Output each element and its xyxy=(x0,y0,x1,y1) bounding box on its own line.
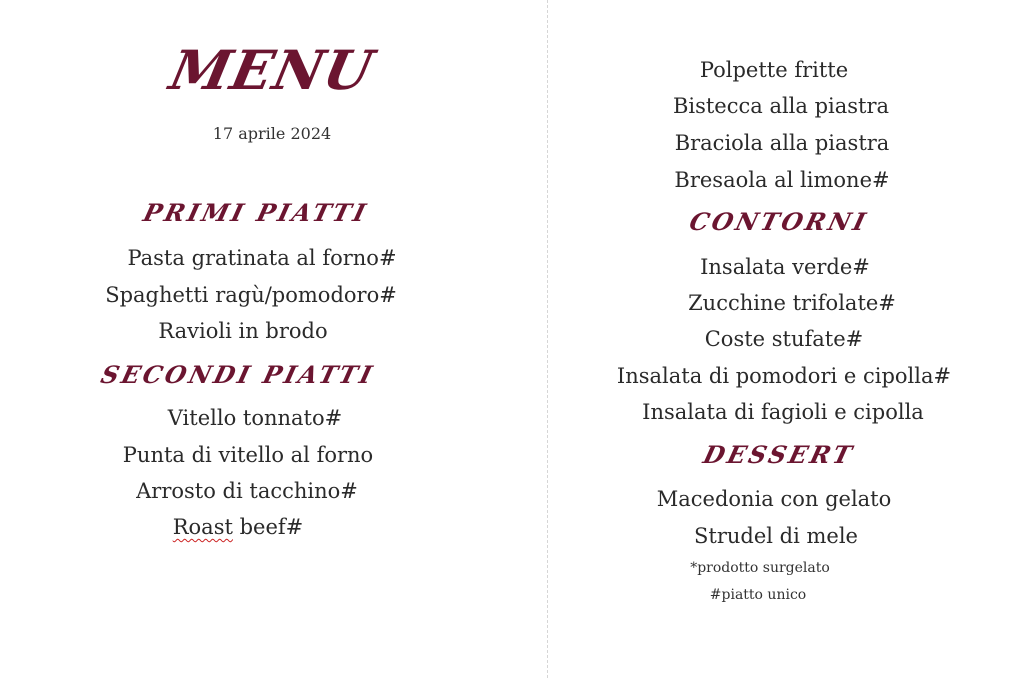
menu-item: Punta di vitello al forno xyxy=(122,443,374,467)
menu-item: Strudel di mele xyxy=(694,524,858,548)
menu-item: Insalata di fagioli e cipolla xyxy=(642,400,924,424)
heading-primi-piatti: PRIMI PIATTI xyxy=(140,198,372,227)
menu-date: 17 aprile 2024 xyxy=(212,124,332,143)
footnote-frozen: *prodotto surgelato xyxy=(690,560,830,576)
menu-item: Insalata verde# xyxy=(700,255,870,279)
heading-secondi-piatti: SECONDI PIATTI xyxy=(98,360,378,389)
menu-item: Arrosto di tacchino# xyxy=(136,479,358,503)
menu-item: Zucchine trifolate# xyxy=(688,291,896,315)
menu-item: Insalata di pomodori e cipolla# xyxy=(616,364,952,388)
menu-item: Pasta gratinata al forno# xyxy=(127,246,397,270)
menu-title: MENU xyxy=(164,38,380,102)
menu-item-roast-beef xyxy=(173,515,304,539)
heading-contorni: CONTORNI xyxy=(686,207,872,236)
menu-item: Spaghetti ragù/pomodoro# xyxy=(105,283,397,307)
menu-item: Braciola alla piastra xyxy=(674,131,890,155)
menu-item: Coste stufate# xyxy=(704,327,864,351)
heading-dessert: DESSERT xyxy=(700,440,858,469)
menu-item: Vitello tonnato# xyxy=(167,406,343,430)
menu-item: Macedonia con gelato xyxy=(656,487,892,511)
footnote-single-dish: #piatto unico xyxy=(709,587,807,603)
menu-item-rest: beef# xyxy=(232,515,304,539)
menu-item: Polpette fritte xyxy=(699,58,849,82)
menu-item: Ravioli in brodo xyxy=(158,319,328,343)
spellcheck-word: Roast xyxy=(172,515,233,539)
menu-item: Bistecca alla piastra xyxy=(672,94,890,118)
page-divider xyxy=(547,0,548,678)
menu-item: Bresaola al limone# xyxy=(674,168,890,192)
